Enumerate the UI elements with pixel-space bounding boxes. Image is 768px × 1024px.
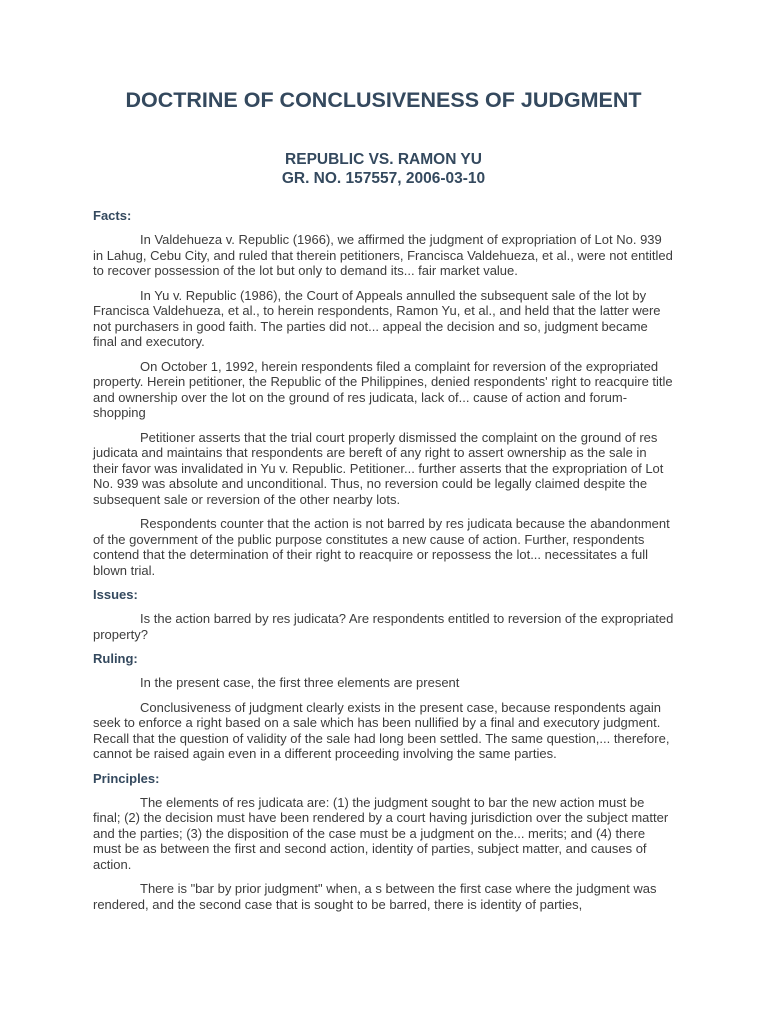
facts-heading: Facts: [93,208,132,223]
facts-paragraph: Petitioner asserts that the trial court properly dismissed the complaint on the ground of res judicata and maintains that respondents are bereft of any right to assert ownership as the sale in their favor was invalidated in Yu v. Republic. Petitioner... further asserts that the expropriation of Lot No. 939 was absolute and unconditional. Thus, no reversion could be legally claimed despite the subsequent sale or reversion of the other nearby lots. [93,429,664,507]
case-number: GR. NO. 157557, 2006-03-10 [281,170,486,187]
issues-paragraph: Is the action barred by res judicata? Are respondents entitled to reversion of the expropriated property? [93,611,674,642]
ruling-paragraph: Conclusiveness of judgment clearly exists in the present case, because respondents again seek to enforce a right based on a sale which has been nullified by a final and executory judgment. Recall that the question of validity of the sale had long been settled. The same question,... therefore, cannot be raised again even in a different proceeding involving the same parties. [93,699,670,761]
ruling-paragraph: In the present case, the first three elements are present [140,675,460,690]
ruling-heading: Ruling: [93,651,138,666]
facts-paragraph: On October 1, 1992, herein respondents filed a complaint for reversion of the expropriated property. Herein petitioner, the Republic of the Philippines, denied respondents' right to reacquire title and ownership over the lot on the ground of res judicata, lack of... cause of action and forum-shopping [93,358,673,420]
principles-paragraph: The elements of res judicata are: (1) the judgment sought to bar the new action must be final; (2) the decision must have been rendered by a court having jurisdiction over the subject matter and the parties; (3) the disposition of the case must be a judgment on the... merits; and (4) there must be as between the first and second action, identity of parties, subject matter, and causes of action. [93,794,669,872]
document-title: DOCTRINE OF CONCLUSIVENESS OF JUDGMENT [125,88,642,112]
case-name: REPUBLIC VS. RAMON YU [285,151,482,168]
case-caption [93,150,674,188]
facts-paragraph: In Valdehueza v. Republic (1966), we affirmed the judgment of expropriation of Lot No. 939 in Lahug, Cebu City, and ruled that therein petitioners, Francisca Valdehueza, et al., were not entitled to recover possession of the lot but only to demand its... fair market value. [93,232,673,278]
issues-heading: Issues: [93,587,138,602]
facts-paragraph: In Yu v. Republic (1986), the Court of Appeals annulled the subsequent sale of the lot by Francisca Valdehueza, et al., to herein respondents, Ramon Yu, et al., and held that the latter were not purchasers in good faith. The parties did not... appeal the decision and so, judgment became final and executory. [93,287,661,349]
principles-paragraph: There is "bar by prior judgment" when, a s between the first case where the judgment was rendered, and the second case that is sought to be barred, there is identity of parties, [93,881,657,912]
principles-heading: Principles: [93,770,160,786]
facts-paragraph: Respondents counter that the action is not barred by res judicata because the abandonment of the government of the public purpose constitutes a new cause of action. Further, respondents contend that the determination of their right to reacquire or repossess the lot... necessitates a full blown trial. [93,516,670,578]
